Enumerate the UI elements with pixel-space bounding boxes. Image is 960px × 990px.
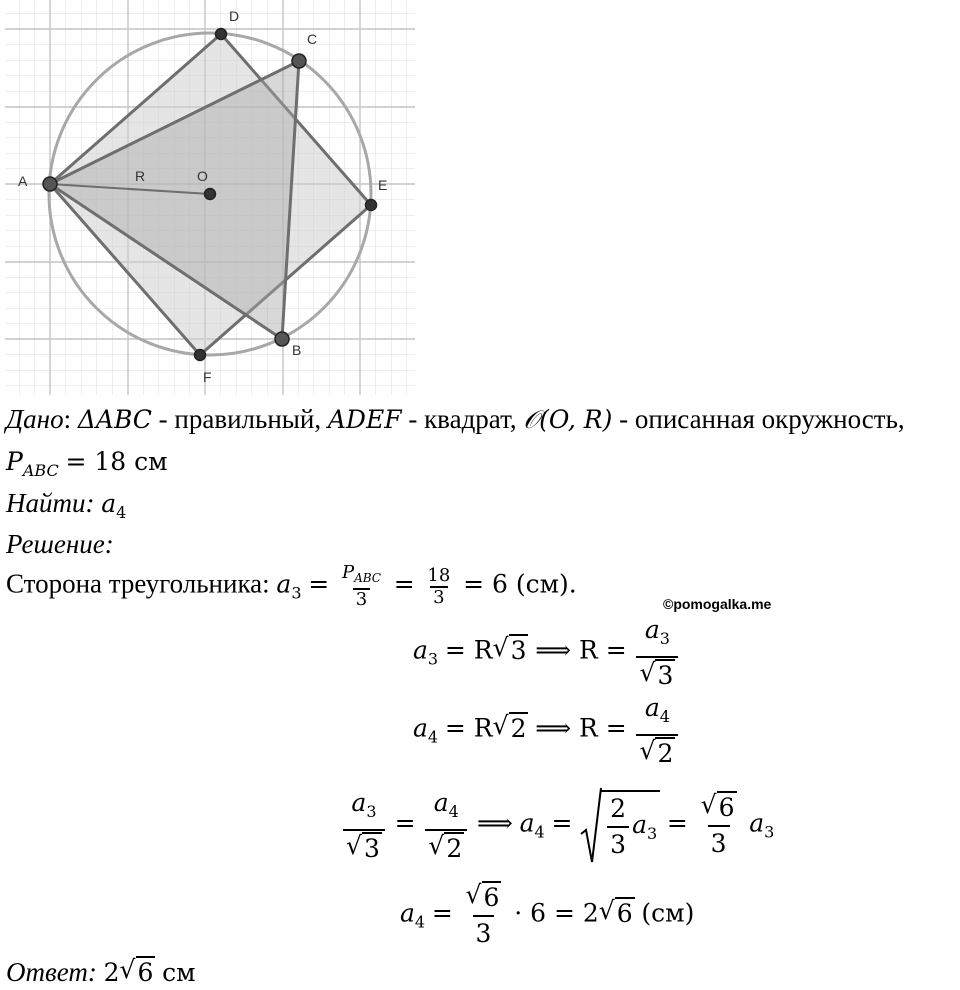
label-f: F [203, 369, 212, 385]
find-line: Найти: $a_4$ [6, 488, 127, 522]
point-f [195, 350, 206, 361]
point-e [366, 200, 377, 211]
triangle-abc-symbol: ΔABC [77, 405, 152, 434]
square-adef-symbol: ADEF [327, 405, 402, 434]
label-b: B [292, 342, 302, 358]
fraction-18-over-3: $\frac{18}{3}$ [427, 564, 451, 608]
answer-label: Ответ: [6, 957, 97, 987]
point-c [292, 54, 306, 68]
label-d: D [229, 8, 240, 24]
point-o [205, 189, 216, 200]
point-a [43, 177, 57, 191]
label-o: O [197, 168, 208, 184]
given-line: Дано: ΔABC - правильный, ADEF - квадрат, 𝒪(O, R) - описанная окружность, [6, 404, 905, 434]
answer-line: Ответ: 2√ 6 см [6, 955, 196, 990]
equation-ratio: $a_3$ √ 3 = $a_4$ √ 2 ⟹ $a_4$ = $\frac{2}{3}$ $a_3$ = √ $\frac{6}{3}$ $a_3$ [340, 785, 774, 866]
perimeter-line: $P_{ABC} = 18$ см [6, 447, 168, 480]
fraction-p-over-3: $\frac{P_{ABC}}{3}$ [341, 562, 381, 610]
solution-label: Решение: [6, 529, 114, 559]
label-r: R [135, 168, 146, 184]
find-label: Найти: [6, 488, 95, 518]
label-c: C [307, 31, 318, 47]
point-b [275, 332, 289, 346]
label-a: A [18, 173, 28, 189]
label-e: E [378, 177, 388, 193]
equation-result: $a_4$ = √ $\frac{6}{3}$ · 6 = 2√ 6 (см) [400, 880, 694, 951]
big-radical: $\frac{2}{3}$ $a_3$ [579, 790, 660, 862]
point-d [216, 29, 227, 40]
equation-a4: $a_4 = R√$ 2 ⟹ R = $a_4$ √ 2 [413, 690, 681, 771]
equation-a3: $a_3 = R√$ 3 ⟹ R = $a_3$ √ 3 [413, 612, 681, 693]
circle-symbol: 𝒪(O, R) [523, 405, 613, 434]
geometry-figure [0, 0, 420, 395]
triangle-side-line: Сторона треугольника: $a_3$ = $\frac{P_{ABC}}{3}$ = $\frac{18}{3}$ = 6 (см). [6, 562, 577, 610]
watermark: ©pomogalka.me [663, 596, 772, 612]
given-label: Дано [6, 404, 64, 434]
